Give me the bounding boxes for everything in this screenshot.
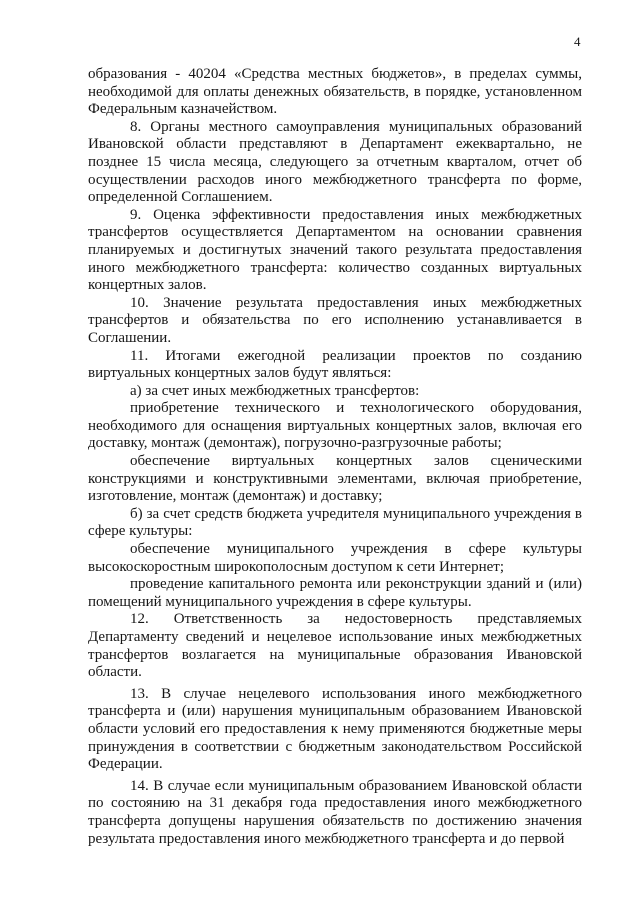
paragraph-11-b: б) за счет средств бюджета учредителя муниципального учреждения в сфере культуры: <box>88 505 582 540</box>
paragraph-11-a: а) за счет иных межбюджетных трансфертов: <box>130 382 420 399</box>
page-number: 4 <box>574 34 581 49</box>
paragraph-11-b-item-2: проведение капитального ремонта или реконструкции зданий и (или) помещений муниципального учреждения в сфере культуры. <box>88 576 582 610</box>
paragraph-11-a-item-2: обеспечение виртуальных концертных залов сценическими конструкциями и конструктивными элементами, включая приобретение, изготовление, монтаж (демонтаж) и доставку; <box>88 453 582 505</box>
paragraph-12: 12. Ответственность за недостоверность представляемых Департаменту сведений и нецелевое использование иных межбюджетных трансфертов возлагается на муниципальные образования Ивановской области. <box>88 611 582 681</box>
paragraph-continuation: образования - 40204 «Средства местных бюджетов», в пределах суммы, необходимой для оплаты денежных обязательств, в порядке, установленном Федеральным казначейством. <box>88 66 582 118</box>
paragraph-14: 14. В случае если муниципальным образованием Ивановской области по состоянию на 31 декабря года предоставления иного межбюджетного трансферта допущены нарушения обязательств по достижению значения результата предоставления иного межбюджетного трансферта и до первой <box>88 777 582 847</box>
document-body <box>88 66 582 848</box>
paragraph-11-a-item-1: приобретение технического и технологического оборудования, необходимого для оснащения виртуальных концертных залов, включая его доставку, монтаж (демонтаж), погрузочно-разгрузочные работы; <box>88 400 582 452</box>
paragraph-11: 11. Итогами ежегодной реализации проектов по созданию виртуальных концертных залов будут являться: <box>88 347 582 382</box>
paragraph-10: 10. Значение результата предоставления иных межбюджетных трансфертов и обязательства по его исполнению устанавливается в Соглашении. <box>88 294 582 346</box>
paragraph-13: 13. В случае нецелевого использования иного межбюджетного трансферта и (или) нарушения муниципальным образованием Ивановской области условий его предоставления к нему применяются бюджетные меры принуждения в соответствии с бюджетным законодательством Российской Федерации. <box>88 685 582 773</box>
paragraph-11-b-item-1: обеспечение муниципального учреждения в сфере культуры высокоскоростным широкополосным доступом к сети Интернет; <box>88 541 582 575</box>
paragraph-8: 8. Органы местного самоуправления муниципальных образований Ивановской области представляют в Департамент ежеквартально, не позднее 15 числа месяца, следующего за отчетным кварталом, отчет об осуществлении расходов иного межбюджетного трансферта по форме, определенной Соглашением. <box>88 118 582 206</box>
paragraph-9: 9. Оценка эффективности предоставления иных межбюджетных трансфертов осуществляется Департаментом на основании сравнения планируемых и достигнутых значений такого результата предоставления иного межбюджетного трансферта: количество созданных виртуальных концертных залов. <box>88 206 582 294</box>
